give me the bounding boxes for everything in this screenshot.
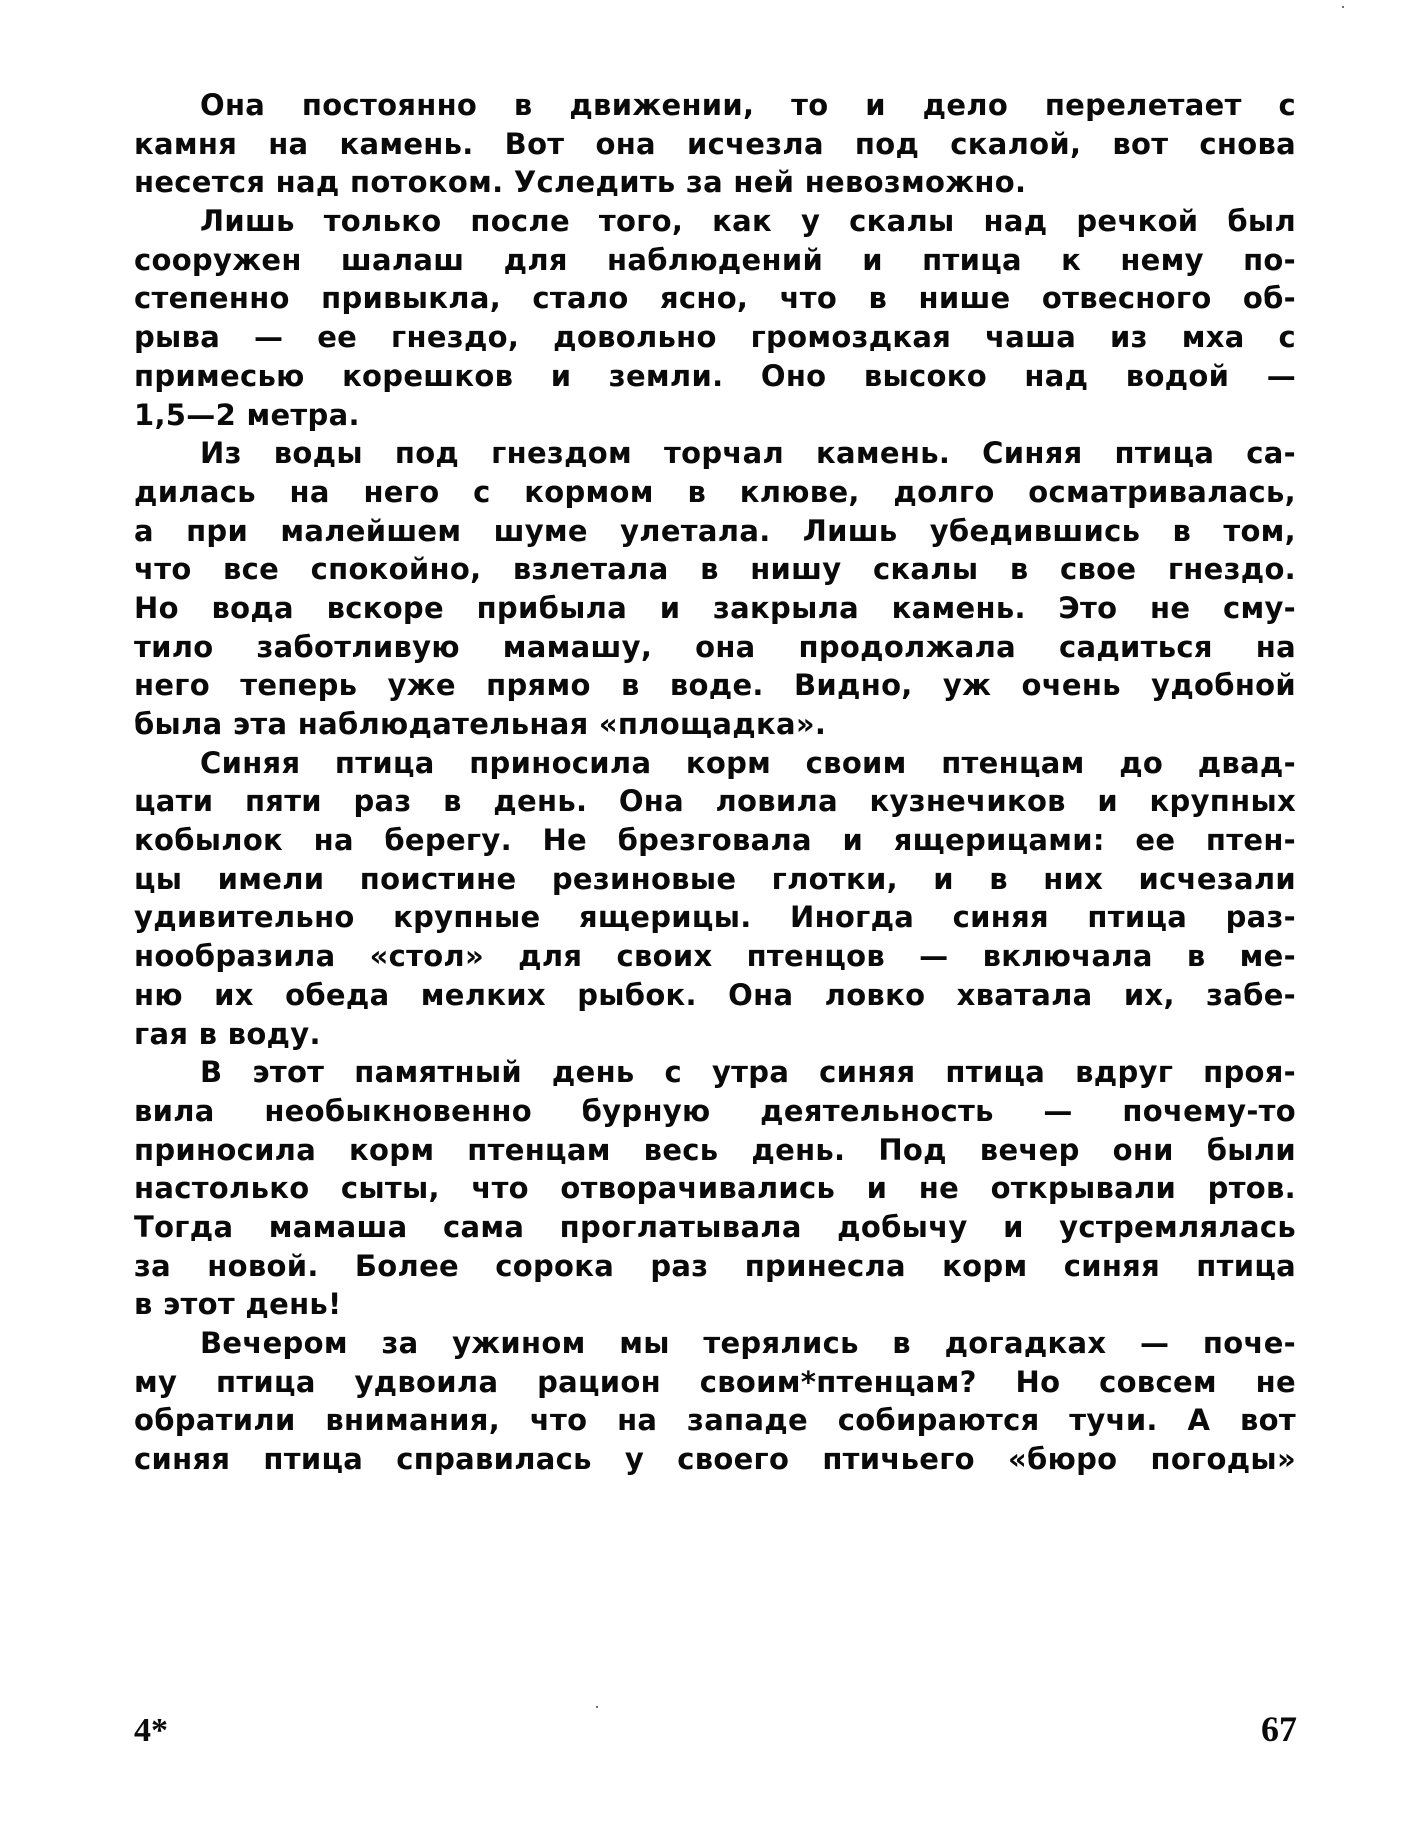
text-line: Из воды под гнездом торчал камень. Синяя птица са- — [200, 436, 1296, 471]
text-line: Вечером за ужином мы терялись в догадках — поче- — [200, 1326, 1296, 1360]
text-line: Лишь только после того, как у скалы над речкой был — [200, 204, 1296, 239]
scan-speck — [1342, 6, 1344, 8]
text-line: синяя птица справилась у своего птичьего «бюро погоды» — [134, 1442, 1296, 1477]
text-line: ню их обеда мелких рыбок. Она ловко хватала их, забе- — [134, 977, 1296, 1012]
text-line: дилась на него с кормом в клюве, долго осматривалась, — [134, 474, 1296, 509]
text-line: нообразила «стол» для своих птенцов — включала в ме- — [134, 939, 1296, 974]
text-line: В этот памятный день с утра синяя птица вдруг проя- — [200, 1055, 1296, 1090]
text-line: несется над потоком. Уследить за ней невозможно. — [134, 165, 1027, 200]
body-text — [134, 86, 1296, 1479]
text-line: Но вода вскоре прибыла и закрыла камень. Это не сму- — [134, 590, 1296, 625]
text-line: а при малейшем шуме улетала. Лишь убедившись в том, — [134, 513, 1296, 548]
text-line: вила необыкновенно бурную деятельность — почему-то — [134, 1093, 1296, 1128]
text-line: в этот день! — [134, 1287, 342, 1322]
text-line: му птица удвоила рацион своим*птенцам? Но совсем не — [134, 1364, 1296, 1399]
text-line: цати пяти раз в день. Она ловила кузнечиков и крупных — [134, 784, 1296, 819]
text-line: степенно привыкла, стало ясно, что в нише отвесного об- — [134, 281, 1296, 316]
text-line: него теперь уже прямо в воде. Видно, уж очень удобной — [134, 668, 1296, 703]
text-line: примесью корешков и земли. Оно высоко над водой — — [134, 358, 1296, 393]
text-line: Тогда мамаша сама проглатывала добычу и устремлялась — [134, 1209, 1296, 1244]
scan-speck — [596, 1706, 598, 1708]
text-line: цы имели поистине резиновые глотки, и в них исчезали — [134, 861, 1296, 896]
text-line: удивительно крупные ящерицы. Иногда синяя птица раз- — [134, 900, 1296, 935]
text-line: приносила корм птенцам весь день. Под вечер они были — [134, 1132, 1296, 1167]
text-line: сооружен шалаш для наблюдений и птица к нему по- — [134, 242, 1296, 277]
text-line: рыва — ее гнездо, довольно громоздкая чаша из мха с — [134, 320, 1296, 355]
text-line: 1,5—2 метра. — [134, 397, 360, 432]
text-line: настолько сыты, что отворачивались и не открывали ртов. — [134, 1171, 1296, 1206]
text-line: тило заботливую мамашу, она продолжала садиться на — [134, 629, 1296, 664]
text-line: кобылок на берегу. Не брезговала и ящерицами: ее птен- — [134, 823, 1296, 858]
text-line: камня на камень. Вот она исчезла под скалой, вот снова — [134, 126, 1296, 161]
text-line: что все спокойно, взлетала в нишу скалы в свое гнездо. — [134, 552, 1296, 587]
page-number: 67 — [1261, 1709, 1297, 1749]
text-line: обратили внимания, что на западе собираются тучи. А вот — [134, 1403, 1296, 1438]
text-line: гая в воду. — [134, 1016, 321, 1051]
signature-mark: 4* — [134, 1712, 168, 1749]
text-line: Синяя птица приносила корм своим птенцам до двад- — [200, 745, 1296, 780]
text-line: Она постоянно в движении, то и дело перелетает с — [200, 88, 1296, 122]
text-line: за новой. Более сорока раз принесла корм синяя птица — [134, 1248, 1296, 1283]
text-line: была эта наблюдательная «площадка». — [134, 707, 827, 741]
